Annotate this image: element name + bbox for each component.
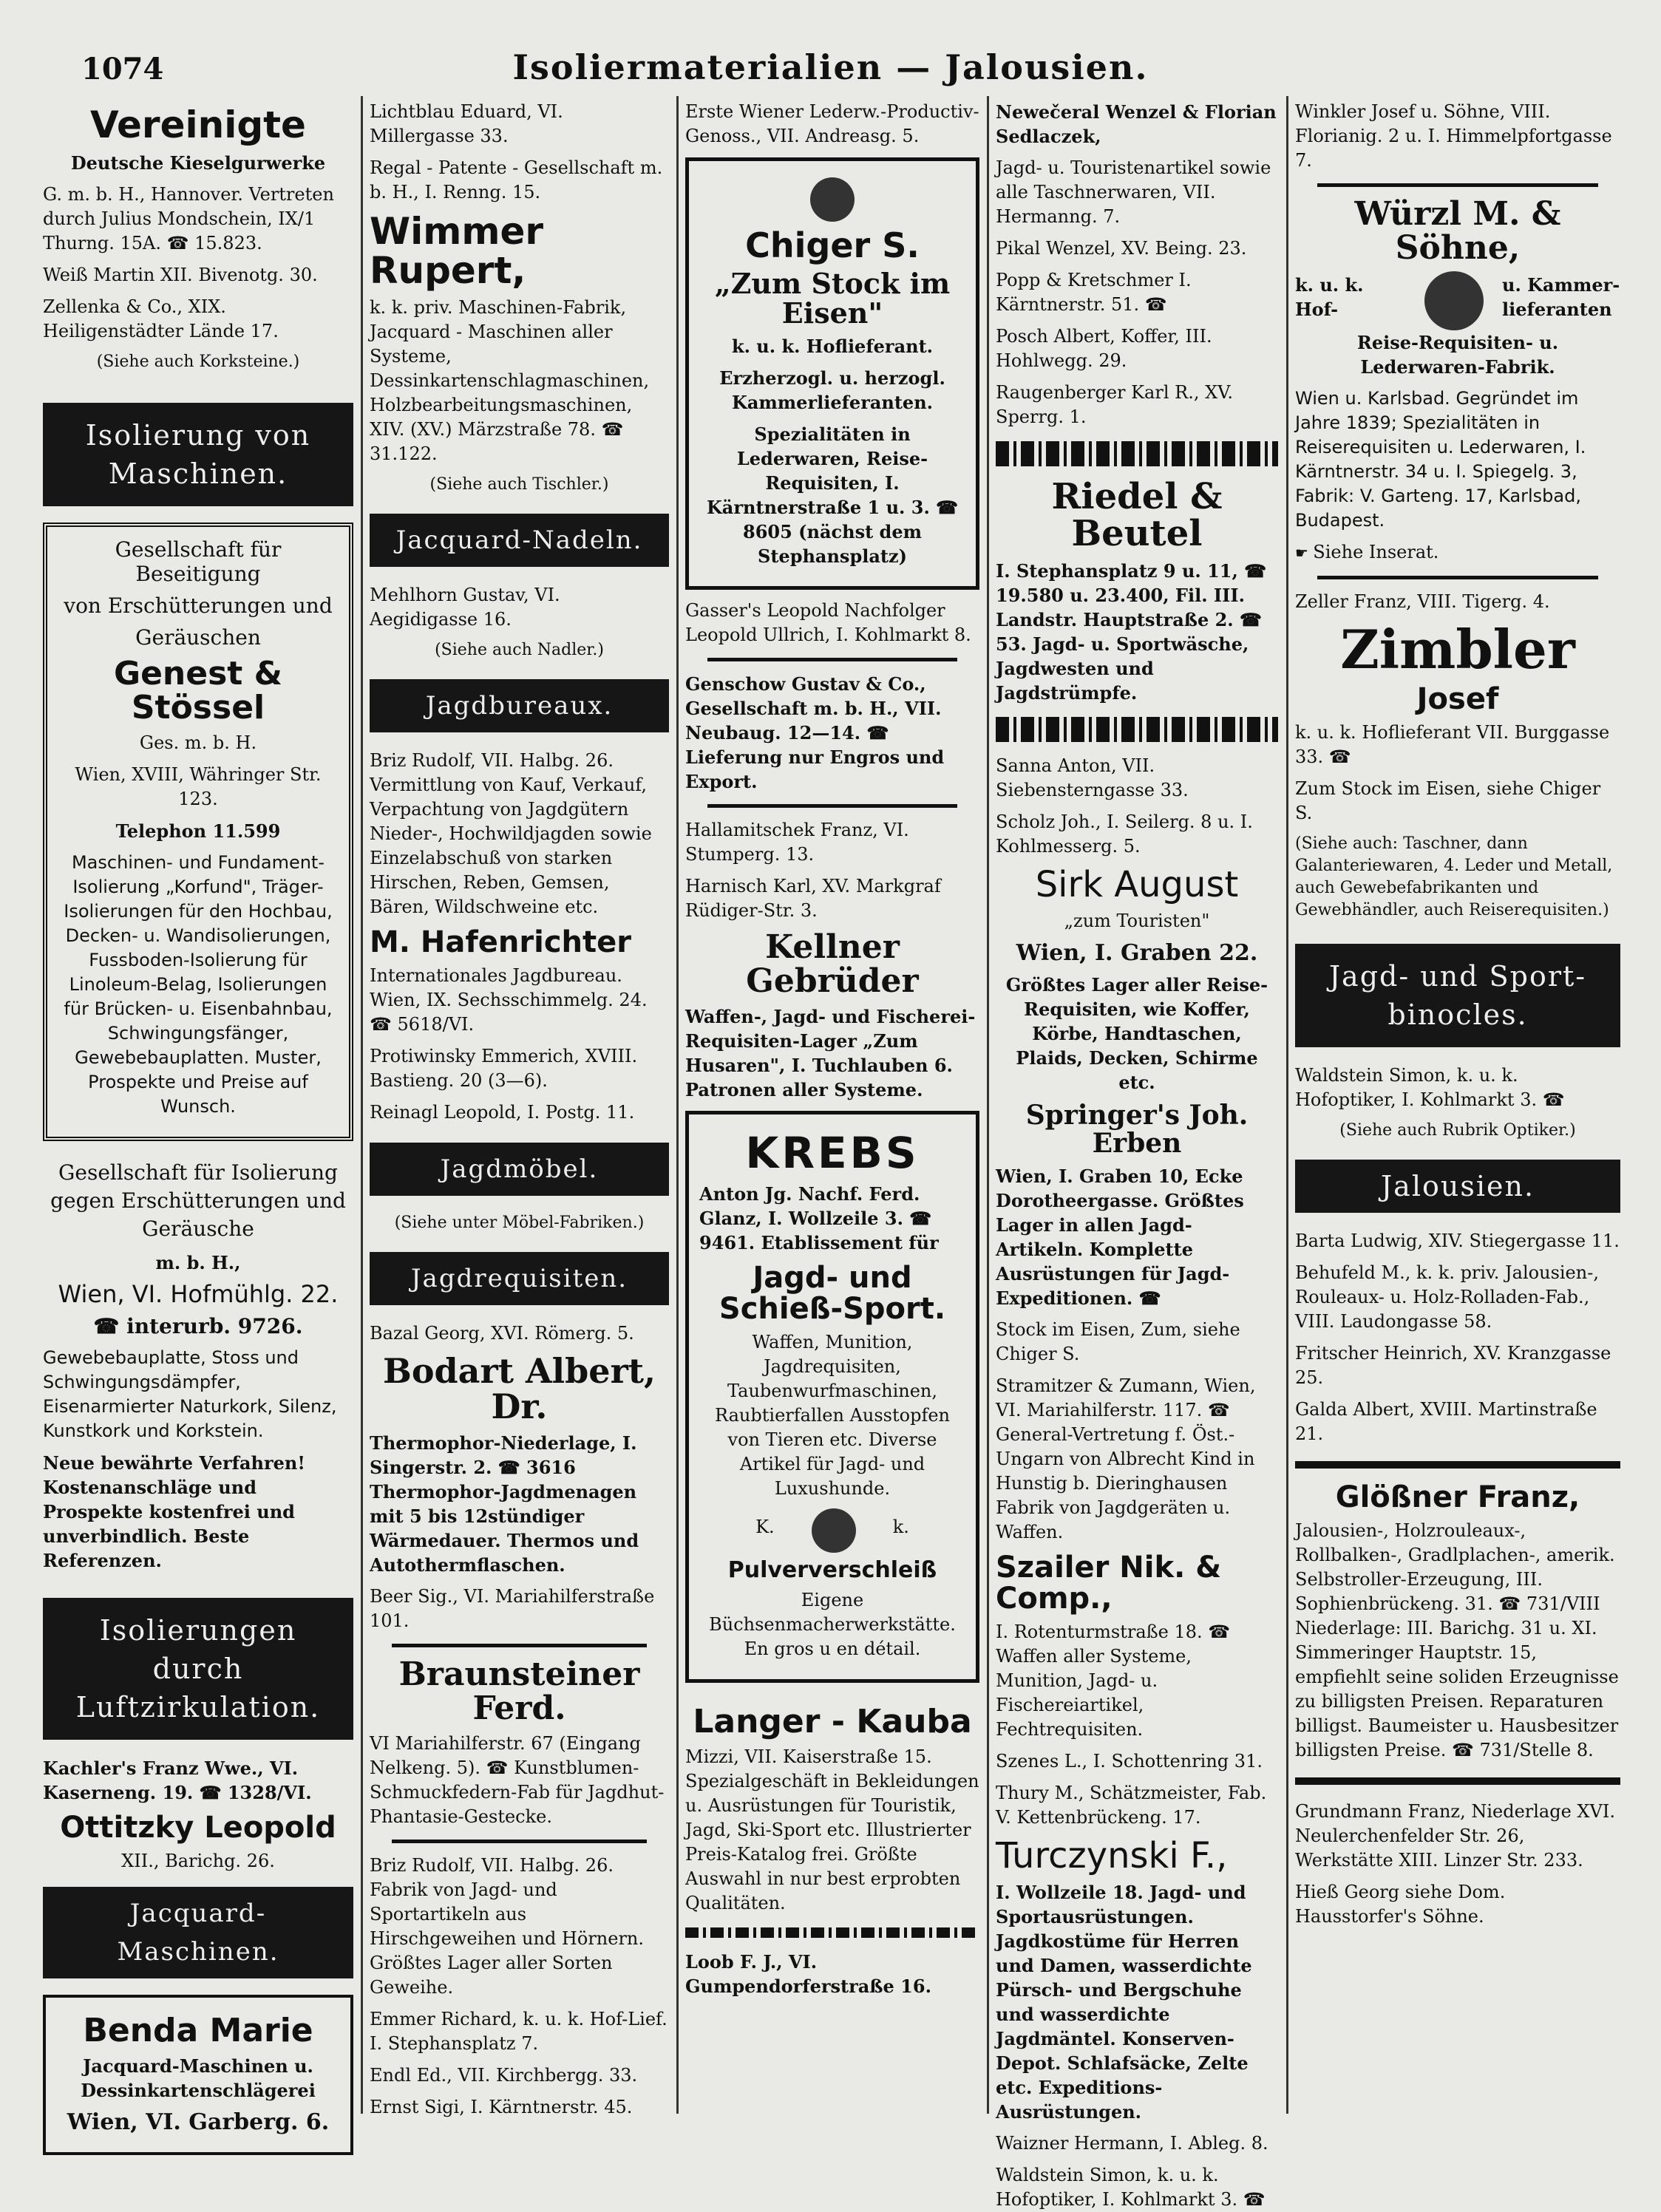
genest-address: Wien, XVIII, Währinger Str. 123. <box>75 763 322 809</box>
hafenrichter-name: M. Hafenrichter <box>370 925 632 959</box>
wurzl-kk-right: u. Kammer-lieferanten <box>1502 274 1620 321</box>
gesellschaft-ges: m. b. H., <box>155 1251 241 1273</box>
wurzl-note-text: Siehe Inserat. <box>1313 542 1439 563</box>
wurzl-text: Reise-Requisiten- u. Lederwaren-Fabrik. <box>1356 332 1559 378</box>
entry-waldstein: Waldstein Simon, k. u. k. Hofoptiker, I. Kohlmarkt 3. ☎ <box>1295 1064 1565 1110</box>
wimmer-name: Wimmer Rupert, <box>370 210 544 292</box>
page-title: Isoliermaterialien — Jalousien. <box>512 47 1149 87</box>
entry-weiss: Weiß Martin XII. Bivenotg. 30. <box>43 264 318 285</box>
benda-address: Wien, VI. Garberg. 6. <box>67 2109 330 2136</box>
riedel-name: Riedel & Beutel <box>1051 476 1223 555</box>
springer-name: Springer's Joh. Erben <box>1025 1100 1249 1159</box>
genest-line-3: Geräuschen <box>135 625 261 650</box>
waldstein-note: (Siehe auch Rubrik Optiker.) <box>1339 1120 1576 1140</box>
entry-posch: Posch Albert, Koffer, III. Hohlwegg. 29. <box>996 326 1212 371</box>
chiger-name: Chiger S. <box>745 225 920 265</box>
divider-rule <box>392 1644 647 1647</box>
entry-stock: Stock im Eisen, Zum, siehe Chiger S. <box>996 1318 1240 1364</box>
genest-line-2: von Erschütterungen und <box>64 593 333 618</box>
column-4 <box>996 100 1278 2211</box>
wurzl-name: Würzl M. & Söhne, <box>1354 195 1561 268</box>
column-2 <box>370 100 669 2117</box>
genest-ges: Ges. m. b. H. <box>139 732 257 753</box>
ornament-border <box>685 1927 979 1938</box>
mehlhorn-note: (Siehe auch Nadler.) <box>435 641 604 659</box>
column-divider <box>361 96 363 2114</box>
entry-fritscher: Fritscher Heinrich, XV. Kranzgasse 25. <box>1295 1342 1611 1388</box>
wurzl-emblem-row <box>1295 271 1620 330</box>
genest-text: Maschinen- und Fundament-Isolierung „Korfund", Träger-Isolierungen für den Hochbau, Decken- u. Wandisolierungen, Fussboden-Isolierung für Linoleum-Belag, Isolierungen für Brücken- u. Eisenbahnbau, Schwingungsfänger, Gewebebauplatten. Muster, Prospekte und Preise auf Wunsch. <box>64 851 333 1117</box>
ornament-border <box>996 717 1278 742</box>
divider-rule <box>392 1840 647 1843</box>
turczynski-text: I. Wollzeile 18. Jagd- und Sportausrüstungen. Jagdkostüme für Herren und Damen, wasserdichte Pürsch- und Bergschuhe und wasserdichte Jagdmäntel. Konserven-Depot. Schlafsäcke, Zelte etc. Expeditions-Ausrüstungen. <box>996 1882 1252 2123</box>
entry-waizner: Waizner Hermann, I. Ableg. 8. <box>996 2133 1268 2154</box>
entry-loob: Loob F. J., VI. Gumpendorferstraße 16. <box>685 1951 931 1998</box>
entry-waldstein-col4: Waldstein Simon, k. u. k. Hofoptiker, I. Kohlmarkt 3. ☎ <box>996 2165 1266 2211</box>
wurzl-note <box>1295 540 1620 565</box>
turczynski-name: Turczynski F., <box>996 1834 1228 1876</box>
entry-szenes: Szenes L., I. Schottenring 31. <box>996 1750 1263 1772</box>
section-jagdmoebel: Jagdmöbel. <box>370 1143 669 1196</box>
entry-grundmann: Grundmann Franz, Niederlage XVI. Neulerchenfelder Str. 26, Werkstätte XIII. Linzer Str. 233. <box>1295 1800 1615 1871</box>
entry-sanna: Sanna Anton, VII. Siebensterngasse 33. <box>996 755 1189 800</box>
entry-stramitzer: Stramitzer & Zumann, Wien, VI. Mariahilferstr. 117. ☎ General-Vertretung f. Öst.-Ungarn von Albrecht Kind in Hunstig b. Dieringhausen Fabrik von Jagdgeräten u. Waffen. <box>996 1375 1256 1542</box>
langer-text: Mizzi, VII. Kaiserstraße 15. Spezialgeschäft in Bekleidungen u. Ausrüstungen für Touristik, Jagd, Ski-Sport etc. Illustrierter Preis-Katalog frei. Größte Auswahl in nur best erprobten Qualitäten. <box>685 1746 979 1914</box>
zimbler-first: Josef <box>1416 681 1499 716</box>
entry-regal: Regal - Patente - Gesellschaft m. b. H., I. Renng. 15. <box>370 157 663 203</box>
entry-beer: Beer Sig., VI. Mariahilferstraße 101. <box>370 1585 655 1631</box>
krebs-kk-right: k. <box>892 1516 909 1537</box>
wurzl-kk-left: k. u. k. Hof- <box>1295 274 1364 321</box>
entry-mehlhorn: Mehlhorn Gustav, VI. Aegidigasse 16. <box>370 585 560 630</box>
column-divider <box>987 96 989 2114</box>
sirk-text: Größtes Lager aller Reise-Requisiten, wie Koffer, Körbe, Handtaschen, Plaids, Decken, Schirme etc. <box>1005 974 1268 1094</box>
zimbler-text: k. u. k. Hoflieferant VII. Burggasse 33. ☎ <box>1295 721 1610 767</box>
entry-ernst: Ernst Sigi, I. Kärntnerstr. 45. <box>370 2096 633 2117</box>
genest-line-1: Gesellschaft für Beseitigung <box>115 537 282 586</box>
entry-briz-1: Briz Rudolf, VII. Halbg. 26. Vermittlung von Kauf, Verkauf, Verpachtung von Jagdgütern Nieder-, Hochwildjagden sowie Einzelabschuß von starken Hirschen, Reben, Gemsen, Bären, Wildschweine etc. <box>370 750 652 917</box>
gesellschaft-title: Gesellschaft für Isolierung gegen Erschütterungen und Geräusche <box>50 1160 346 1241</box>
krebs-footer: Eigene Büchsenmacherwerkstätte. En gros u en détail. <box>709 1589 956 1659</box>
entry-bazal: Bazal Georg, XVI. Römerg. 5. <box>370 1323 634 1344</box>
divider-rule <box>1317 576 1598 579</box>
gesellschaft-address: Wien, VI. Hofmühlg. 22. <box>58 1279 339 1308</box>
section-jacquard-nadeln: Jacquard-Nadeln. <box>370 514 669 567</box>
ad-chiger <box>685 157 979 590</box>
entry-popp: Popp & Kretschmer I. Kärntnerstr. 51. ☎ <box>996 270 1192 315</box>
chiger-hoflieferant: k. u. k. Hoflieferant. <box>731 336 934 358</box>
column-divider <box>676 96 679 2114</box>
gesellschaft-text: Gewebebauplatte, Stoss und Schwingungsdämpfer, Eisenarmierter Naturkork, Silenz, Kunstkork und Korkstein. <box>43 1347 337 1441</box>
ad-krebs <box>685 1111 979 1682</box>
ornament-border <box>996 441 1278 466</box>
eagle-emblem-icon <box>1424 271 1484 330</box>
entry-zeller: Zeller Franz, VIII. Tigerg. 4. <box>1295 591 1550 613</box>
entry-harnisch: Harnisch Karl, XV. Markgraf Rüdiger-Str. 3. <box>685 876 941 922</box>
jagdmoebel-note: (Siehe unter Möbel-Fabriken.) <box>394 1214 645 1232</box>
crown-emblem-icon <box>810 177 855 222</box>
entry-raugenberger: Raugenberger Karl R., XV. Sperrg. 1. <box>996 382 1233 427</box>
sirk-address: Wien, I. Graben 22. <box>1016 940 1258 967</box>
ad-genest-stoessel <box>43 523 353 1141</box>
entry-lichtblau: Lichtblau Eduard, VI. Millergasse 33. <box>370 101 563 146</box>
divider-rule <box>707 804 957 808</box>
entry-genschow: Genschow Gustav & Co., Gesellschaft m. b. H., VII. Neubaug. 12—14. ☎ Lieferung nur Engros und Export. <box>685 673 945 793</box>
entry-barta: Barta Ludwig, XIV. Stiegergasse 11. <box>1295 1230 1620 1251</box>
gloessner-name: Glößner Franz, <box>1335 1480 1580 1514</box>
wimmer-note: (Siehe auch Tischler.) <box>429 475 609 494</box>
chiger-kammer: Erzherzogl. u. herzogl. Kammerlieferanten. <box>719 367 945 414</box>
vereinigte-subtitle: Deutsche Kieselgurwerke <box>70 152 326 174</box>
eagle-emblem-icon <box>812 1508 856 1553</box>
wurzl-body: Wien u. Karlsbad. Gegründet im Jahre 1839; Spezialitäten in Reiserequisiten u. Lederwaren, I. Kärntnerstr. 34 u. I. Spiegelg. 3, Fabrik: V. Garteng. 17, Karlsbad, Budapest. <box>1295 388 1586 531</box>
divider-rule <box>707 658 957 661</box>
vereinigte-entry: G. m. b. H., Hannover. Vertreten durch Julius Mondschein, IX/1 Thurng. 15A. ☎ 15.823. <box>43 183 334 253</box>
bodart-text: Thermophor-Niederlage, I. Singerstr. 2. ☎ 3616 Thermophor-Jagdmenagen mit 5 bis 12stündiger Wärmedauer. Thermos und Autothermflaschen. <box>370 1432 639 1576</box>
krebs-pulver: Pulververschleiß <box>727 1557 937 1584</box>
bodart-name: Bodart Albert, Dr. <box>382 1351 656 1427</box>
section-jagdrequisiten: Jagdrequisiten. <box>370 1252 669 1305</box>
section-binocles: Jagd- und Sport-binocles. <box>1295 944 1620 1047</box>
entry-reinagl: Reinagl Leopold, I. Postg. 11. <box>370 1102 635 1123</box>
ottitzky-address: XII., Barichg. 26. <box>121 1850 275 1871</box>
entry-erste: Erste Wiener Lederw.-Productiv-Genoss., VII. Andreasg. 5. <box>685 101 979 146</box>
section-jacquard-maschinen: Jacquard-Maschinen. <box>43 1887 353 1978</box>
chiger-specialties: Spezialitäten in Lederwaren, Reise-Requisiten, I. Kärntnerstraße 1 u. 3. ☎ 8605 (nächst dem Stephansplatz) <box>706 423 959 568</box>
gloessner-text: Jalousien-, Holzrouleaux-, Rollbalken-, Gradlplachen-, amerik. Selbstroller-Erzeugung, III. Sophienbrückeng. 31. ☎ 731/VIII Niederlage: III. Barichg. 31 u. XI. Simmeringer Hauptstr. 15, empfiehlt seine soliden Erzeugnisse zu billigsten Preisen. Reparaturen billigst. Baumeister u. Hausbesitzer billigsten Preise. ☎ 731/Stelle 8. <box>1295 1520 1619 1760</box>
section-jagdbureaux: Jagdbureaux. <box>370 679 669 732</box>
genest-telephone: Telephon 11.599 <box>115 820 281 842</box>
entry-behufeld: Behufeld M., k. k. priv. Jalousien-, Rouleaux- u. Holz-Rolladen-Fab., VIII. Laudongasse 58. <box>1295 1262 1599 1332</box>
entry-hallamitschek: Hallamitschek Franz, VI. Stumperg. 13. <box>685 820 909 865</box>
ottitzky-name: Ottitzky Leopold <box>60 1810 336 1845</box>
riedel-text: I. Stephansplatz 9 u. 11, ☎ 19.580 u. 23.400, Fil. III. Landstr. Hauptstraße 2. ☎ 53. Jagd- u. Sportwäsche, Jagdwesten und Jagdstrümpfe. <box>996 559 1267 704</box>
springer-text: Wien, I. Graben 10, Ecke Dorotheergasse. Größtes Lager in allen Jagd-Artikeln. Komplette Ausrüstungen für Jagd-Expeditionen. ☎ <box>996 1165 1244 1309</box>
entry-winkler: Winkler Josef u. Söhne, VIII. Florianig. 2 u. I. Himmelpfortgasse 7. <box>1295 101 1612 171</box>
divider-rule <box>1317 183 1598 187</box>
kellner-name: Kellner Gebrüder <box>746 928 919 1001</box>
chiger-motto: „Zum Stock im Eisen" <box>714 267 951 330</box>
pointing-hand-icon: ☛ <box>1295 544 1314 562</box>
gesellschaft-bold-text: Neue bewährte Verfahren! Kostenanschläge und Prospekte kostenfrei und unverbindlich. Beste Referenzen. <box>43 1452 305 1571</box>
langer-name: Langer - Kauba <box>693 1702 972 1740</box>
krebs-text: Waffen, Munition, Jagdrequisiten, Taubenwurfmaschinen, Raubtierfallen Ausstopfen von Tieren etc. Diverse Artikel für Jagd- und Luxushunde. <box>715 1332 950 1500</box>
kellner-text: Waffen-, Jagd- und Fischerei-Requisiten-Lager „Zum Husaren", I. Tuchlauben 6. Patronen aller Systeme. <box>685 1006 976 1101</box>
krebs-headline: Jagd- und Schieß-Sport. <box>719 1261 946 1327</box>
column-1 <box>43 100 353 2136</box>
szailer-name: Szailer Nik. & Comp., <box>996 1550 1222 1616</box>
krebs-emblem-row <box>699 1508 965 1553</box>
ad-gloessner <box>1295 1461 1620 1785</box>
krebs-kk-left: K. <box>755 1516 775 1537</box>
benda-text: Jacquard-Maschinen u. Dessinkartenschlägerei <box>81 2055 316 2102</box>
column-divider <box>1286 96 1288 2114</box>
newecerai-text: Jagd- u. Touristenartikel sowie alle Taschnerwaren, VII. Hermanng. 7. <box>996 157 1271 227</box>
entry-zum-stock: Zum Stock im Eisen, siehe Chiger S. <box>1295 777 1601 823</box>
zimbler-name: Zimbler <box>1340 618 1575 681</box>
entry-kachler: Kachler's Franz Wwe., VI. Kaserneng. 19. ☎ 1328/VI. <box>43 1757 312 1803</box>
entry-protiwinsky: Protiwinsky Emmerich, XVIII. Bastieng. 20 (3—6). <box>370 1046 638 1091</box>
braunsteiner-name: Braunsteiner Ferd. <box>398 1655 640 1727</box>
genest-name: Genest & Stössel <box>113 654 283 726</box>
note-zellenka: (Siehe auch Korksteine.) <box>96 352 300 371</box>
entry-galda: Galda Albert, XVIII. Martinstraße 21. <box>1295 1398 1597 1444</box>
vereinigte-title: Vereinigte <box>90 103 306 146</box>
ad-benda <box>43 1995 353 2155</box>
szailer-text: I. Rotenturmstraße 18. ☎ Waffen aller Systeme, Munition, Jagd- u. Fischereiartikel, Fechtrequisiten. <box>996 1621 1231 1740</box>
column-3 <box>685 100 979 2110</box>
krebs-name: KREBS <box>745 1128 920 1179</box>
section-isolierung-maschinen: Isolierung von Maschinen. <box>43 403 353 506</box>
entry-endl: Endl Ed., VII. Kirchbergg. 33. <box>370 2064 638 2086</box>
krebs-subtitle: Anton Jg. Nachf. Ferd. Glanz, I. Wollzeile 3. ☎ 9461. Etablissement für <box>699 1183 939 1254</box>
wimmer-text: k. k. priv. Maschinen-Fabrik, Jacquard - Maschinen aller Systeme, Dessinkartenschlagmaschinen, Holzbearbeitungsmaschinen, XIV. (XV.) Märzstraße 78. ☎ 31.122. <box>370 297 650 464</box>
braunsteiner-text: VI Mariahilferstr. 67 (Eingang Nelkeng. 5). ☎ Kunstblumen-Schmuckfedern-Fab für Jagdhut-Phantasie-Gestecke. <box>370 1732 665 1827</box>
entry-thury: Thury M., Schätzmeister, Fab. V. Kettenbrückeng. 17. <box>996 1782 1267 1828</box>
zum-note: (Siehe auch: Taschner, dann Galanteriewaren, 4. Leder und Metall, auch Gewebefabrikanten und Gewebhändler, auch Reiserequisiten.) <box>1295 834 1613 919</box>
page-number: 1074 <box>81 52 164 86</box>
hafenrichter-text: Internationales Jagdbureau. Wien, IX. Sechsschimmelg. 24. ☎ 5618/VI. <box>370 965 648 1035</box>
gesellschaft-telephone: ☎ interurb. 9726. <box>93 1313 303 1338</box>
section-jalousien: Jalousien. <box>1295 1160 1620 1213</box>
entry-pikal: Pikal Wenzel, XV. Being. 23. <box>996 238 1247 259</box>
entry-emmer: Emmer Richard, k. u. k. Hof-Lief. I. Stephansplatz 7. <box>370 2008 668 2054</box>
entry-scholz: Scholz Joh., I. Seilerg. 8 u. I. Kohlmesserg. 5. <box>996 811 1253 857</box>
section-luftzirkulation: Isolierungen durch Luftzirkulation. <box>43 1598 353 1740</box>
entry-briz-2: Briz Rudolf, VII. Halbg. 26. Fabrik von Jagd- und Sportartikeln aus Hirschgeweihen und Hörnern. Größtes Lager aller Sorten Geweihe. <box>370 1854 645 1998</box>
sirk-motto: „zum Touristen" <box>1064 911 1210 932</box>
sirk-name: Sirk August <box>1035 863 1239 905</box>
entry-zellenka: Zellenka & Co., XIX. Heiligenstädter Lände 17. <box>43 296 279 341</box>
newecerai-name: Newečeral Wenzel & Florian Sedlaczek, <box>996 101 1277 147</box>
page-header <box>0 47 1661 99</box>
column-5 <box>1295 100 1620 2110</box>
entry-gassers: Gasser's Leopold Nachfolger Leopold Ullrich, I. Kohlmarkt 8. <box>685 600 971 646</box>
entry-hiess: Hieß Georg siehe Dom. Hausstorfer's Söhne. <box>1295 1881 1506 1927</box>
benda-name: Benda Marie <box>83 2011 313 2049</box>
